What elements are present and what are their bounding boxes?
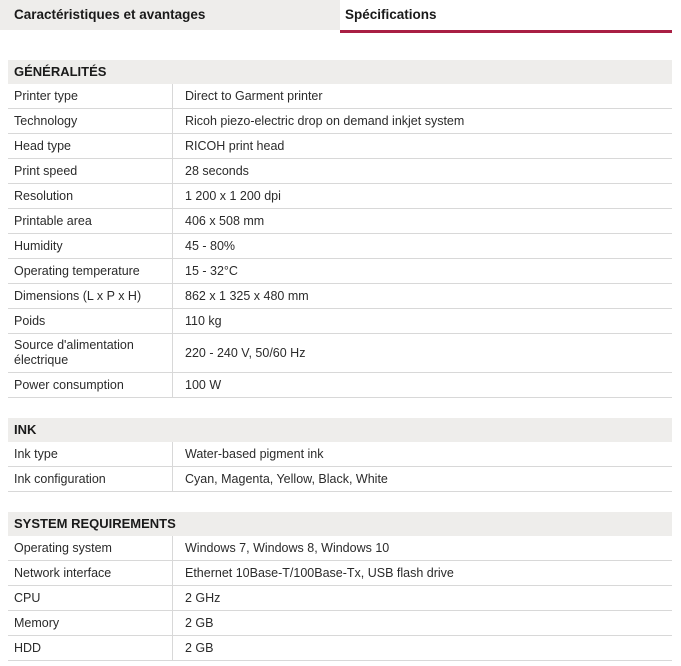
spec-label: Resolution [14,188,74,203]
spec-label: Poids [14,313,46,328]
spec-value: Ricoh piezo-electric drop on demand inkjet system [172,109,672,133]
table-row [8,134,672,159]
spec-value: 2 GB [172,611,672,635]
table-row [8,284,672,309]
spec-label: Power consumption [14,377,124,392]
spec-value: 406 x 508 mm [172,209,672,233]
spec-label: Operating system [14,540,112,555]
spec-label: Network interface [14,565,112,580]
section-title: GÉNÉRALITÉS [8,60,672,84]
spec-label: Ink configuration [14,471,106,486]
spec-value: Water-based pigment ink [172,442,672,466]
table-row [8,561,672,586]
section-body [8,84,672,398]
section-body [8,536,672,661]
table-row [8,259,672,284]
table-row [8,334,672,373]
tab-bar [0,0,681,33]
spec-label: Source d'alimentation électrique [14,338,134,367]
spec-label: Print speed [14,163,78,178]
table-row [8,84,672,109]
table-row [8,611,672,636]
spec-value: Direct to Garment printer [172,84,672,108]
spec-label: Ink type [14,446,58,461]
spec-value: 2 GB [172,636,672,660]
spec-value: 1 200 x 1 200 dpi [172,184,672,208]
table-row [8,373,672,398]
spec-value: RICOH print head [172,134,672,158]
spec-value: 862 x 1 325 x 480 mm [172,284,672,308]
table-row [8,442,672,467]
spec-sections [8,60,672,661]
spec-section [8,512,672,661]
spec-label: Operating temperature [14,263,140,278]
table-row [8,636,672,661]
spec-value: 45 - 80% [172,234,672,258]
spec-value: 110 kg [172,309,672,333]
spec-label: Printable area [14,213,92,228]
spec-section [8,60,672,398]
table-row [8,467,672,492]
spec-value: Cyan, Magenta, Yellow, Black, White [172,467,672,491]
spec-label: Technology [14,113,78,128]
spec-label: Printer type [14,88,78,103]
spec-label: Humidity [14,238,63,253]
table-row [8,536,672,561]
section-title: SYSTEM REQUIREMENTS [8,512,672,536]
tab-specifications[interactable]: Spécifications [340,0,672,33]
spec-value: Windows 7, Windows 8, Windows 10 [172,536,672,560]
spec-value: 15 - 32°C [172,259,672,283]
table-row [8,586,672,611]
spec-value: 28 seconds [172,159,672,183]
table-row [8,309,672,334]
spec-section [8,418,672,492]
table-row [8,234,672,259]
tab-features-benefits[interactable]: Caractéristiques et avantages [0,0,340,30]
table-row [8,159,672,184]
spec-label: Memory [14,615,60,630]
section-body [8,442,672,492]
table-row [8,109,672,134]
section-title: INK [8,418,672,442]
spec-value: 2 GHz [172,586,672,610]
table-row [8,184,672,209]
spec-value: 100 W [172,373,672,397]
spec-label: HDD [14,640,42,655]
spec-label: Dimensions (L x P x H) [14,288,142,303]
spec-label: CPU [14,590,41,605]
spec-label: Head type [14,138,71,153]
spec-value: 220 - 240 V, 50/60 Hz [172,334,672,372]
table-row [8,209,672,234]
spec-value: Ethernet 10Base-T/100Base-Tx, USB flash drive [172,561,672,585]
